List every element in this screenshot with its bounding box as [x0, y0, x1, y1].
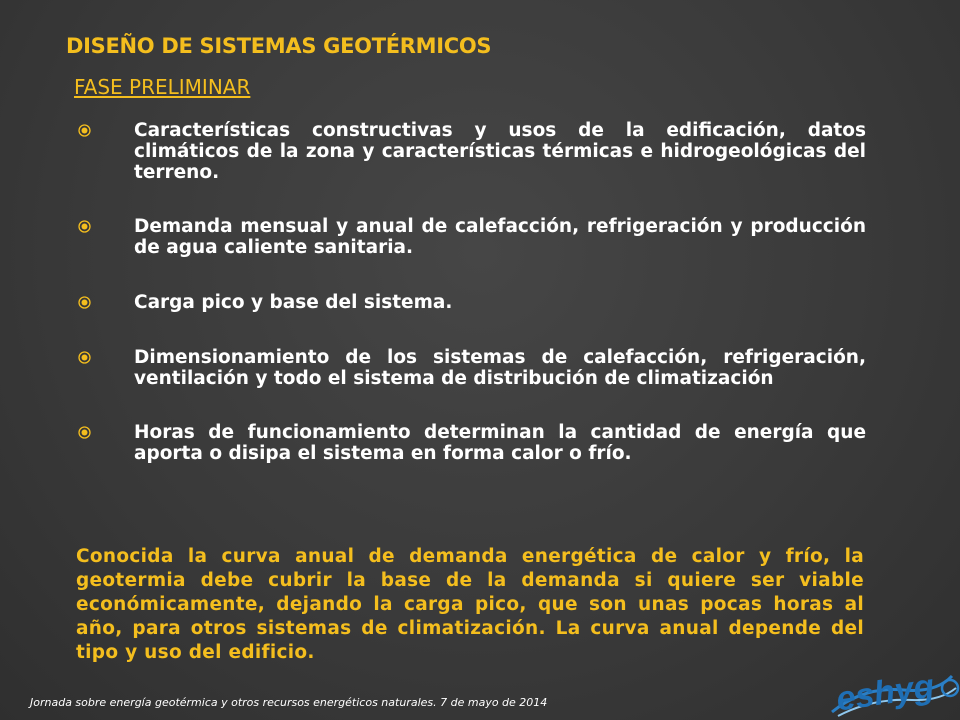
logo-text: eshyg: [833, 667, 937, 719]
list-item: [76, 120, 866, 183]
radio-circle-icon: [78, 124, 91, 137]
conclusion-paragraph: Conocida la curva anual de demanda energética de calor y frío, la geotermia debe cubrir la base de la demanda si quiere ser viable económicamente, dejando la carga pico, que son unas pocas horas al año, para otros sistemas de climatización. La curva anual depende del tipo y uso del edificio.: [76, 546, 864, 663]
bullet-text: Horas de funcionamiento determinan la cantidad de energía que aporta o disipa el sistema en forma calor o frío.: [134, 422, 866, 464]
bullet-text: Dimensionamiento de los sistemas de calefacción, refrigeración, ventilación y todo el sistema de distribución de climatización: [134, 347, 866, 389]
bullet-list: [76, 120, 866, 492]
list-item: [76, 422, 866, 464]
eshyg-logo: [824, 652, 960, 720]
slide-subtitle: FASE PRELIMINAR: [74, 75, 251, 99]
bullet-text: Carga pico y base del sistema.: [134, 292, 453, 313]
radio-circle-icon: [78, 220, 91, 233]
list-item: [76, 347, 866, 389]
list-item: [76, 292, 866, 313]
bullet-text: Demanda mensual y anual de calefacción, refrigeración y producción de agua caliente sanitaria.: [134, 216, 866, 258]
radio-circle-icon: [78, 426, 91, 439]
slide-title: DISEÑO DE SISTEMAS GEOTÉRMICOS: [66, 34, 492, 58]
bullet-text: Características constructivas y usos de la edificación, datos climáticos de la zona y características térmicas e hidrogeológicas del terreno.: [134, 120, 866, 183]
list-item: [76, 216, 866, 258]
radio-circle-icon: [78, 351, 91, 364]
footer-text: Jornada sobre energía geotérmica y otros recursos energéticos naturales. 7 de mayo de 2014: [30, 696, 548, 709]
radio-circle-icon: [78, 296, 91, 309]
